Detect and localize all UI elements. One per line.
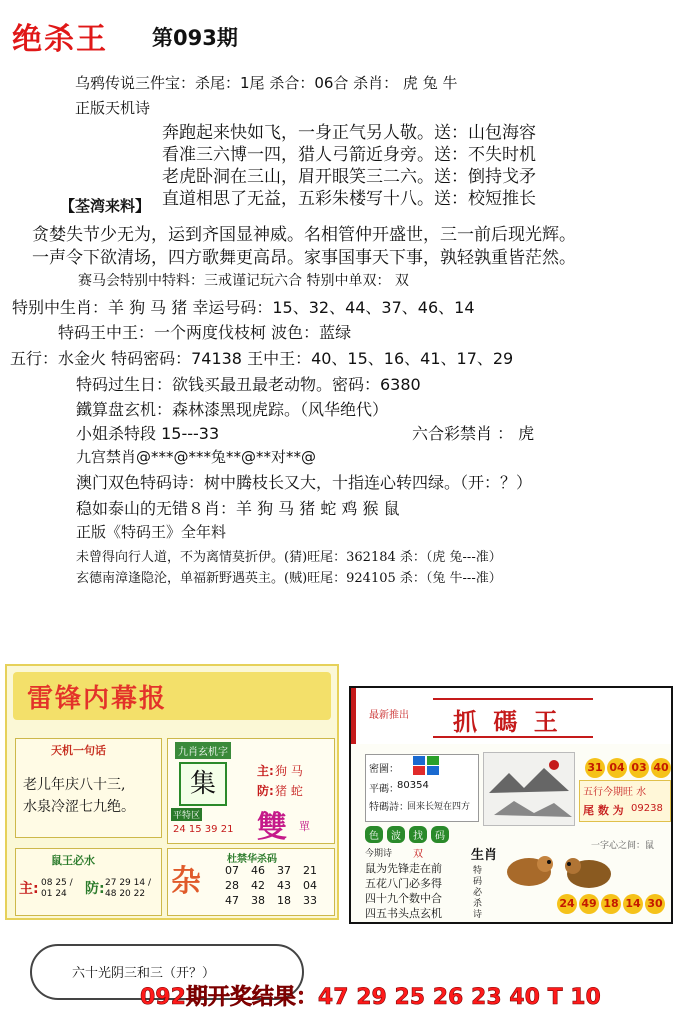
weishu-number: 09238 [631, 803, 663, 814]
quanwan-line-1: 贪婪失节少无为，运到齐国显神威。名相管仲开盛世，三一前后现光辉。 [32, 225, 576, 245]
fang-value: 猪 蛇 [275, 784, 303, 798]
fang-label: 防: [257, 784, 274, 798]
grid-number: 04 [303, 879, 317, 892]
grid-number: 07 [225, 864, 239, 877]
grid-number: 38 [251, 894, 265, 907]
tema-label: 特碼詩： [369, 802, 409, 813]
number-ball: 04 [607, 758, 627, 778]
tianji-line-2: 水泉冷涩七九绝。 [23, 799, 135, 815]
landscape-painting [483, 752, 575, 826]
grid-number: 18 [277, 894, 291, 907]
line-wuya: 乌鸦传说三件宝：杀尾：1尾 杀合：06合 杀肖： 虎 兔 牛 [75, 74, 458, 92]
quanwan-heading: 【荃湾来料】 [60, 197, 151, 215]
jiuxiao-title: 九肖玄机字 [175, 742, 231, 759]
quannian-line: 正版《特码王》全年料 [76, 523, 227, 541]
jiuxiao-char: 集 [179, 762, 227, 806]
tebie-shengxiao-line: 特别中生肖：羊 狗 马 猪 幸运号码：15、32、44、37、46、14 [12, 298, 475, 317]
zhuamawang-panel [349, 686, 673, 924]
grid-number: 47 [225, 894, 239, 907]
poem-r1: 鼠为先锋走在前 [365, 862, 442, 875]
number-ball: 30 [645, 894, 665, 914]
shejiao-title: 杜禁华杀码 [227, 854, 277, 865]
weishu-label: 尾 数 为 [583, 804, 624, 817]
wuxing-line: 五行：水金火 特码密码：74138 王中王：40、15、16、41、17、29 [10, 349, 514, 368]
jiugong-line: 九宫禁肖@***@***兔**@**对**@ [76, 448, 317, 466]
draw-result: 092期开奖结果：47 29 25 26 23 40 T 10 [140, 985, 601, 1010]
page-title: 绝杀王 [12, 22, 108, 57]
quanwan-line-2: 一声令下欲清场，四方歌舞更高昂。家事国事天下事，孰轻孰重皆茫然。 [32, 248, 576, 268]
hua-char: 杂 [171, 864, 201, 899]
bottom-fang-label: 防: [85, 881, 105, 897]
aomen-line: 澳门双色特码诗：树中腾枝长又大，十指连心转四绿。（开：？） [76, 473, 533, 492]
poem-line-4: 直道相思了无益，五彩朱楼写十八。送：校短推长 [162, 189, 536, 209]
mima-label: 密圖： [369, 764, 399, 775]
zhu-value: 狗 马 [275, 764, 303, 778]
tiesuan-line: 鐵算盘玄机：森林漆黑现虎踪。（风华绝代） [76, 400, 389, 419]
bottom-fang-numbers: 27 29 14 / 48 20 22 [105, 878, 151, 899]
code-number: 80354 [397, 780, 429, 791]
guoshengri-line: 特码过生日：欲钱买最丑最老动物。密码：6380 [76, 375, 421, 394]
issue-number: 第093期 [152, 26, 238, 50]
number-ball: 03 [629, 758, 649, 778]
line-tianjishi-heading: 正版天机诗 [75, 99, 151, 117]
tianji-line-1: 老儿年庆八十三, [23, 777, 126, 793]
wuxing-line: 五行今期旺 水 [583, 787, 647, 798]
grid-number: 46 [251, 864, 265, 877]
pingma-label: 平碼： [369, 784, 399, 795]
rat-illustration-icon-2 [559, 848, 619, 892]
shuang-char: 雙 [257, 810, 287, 845]
number-ball: 49 [579, 894, 599, 914]
grid-number: 37 [277, 864, 291, 877]
tag: 色 [365, 826, 383, 843]
number-ball: 31 [585, 758, 605, 778]
poem-r2: 五花八门必多得 [365, 877, 442, 890]
poem-line-3: 老虎卧洞在三山，眉开眼笑三二六。送：倒持戈矛 [162, 167, 536, 187]
side-label-b: 特码必杀诗 [473, 866, 483, 920]
tag: 找 [409, 826, 427, 843]
wencuo-line: 稳如泰山的无错８肖：羊 狗 马 猪 蛇 鸡 猴 鼠 [76, 499, 400, 518]
poem-line-1: 奔跑起来快如飞，一身正气另人敬。送：山包海容 [162, 123, 536, 143]
bottom-zhu-label: 主: [19, 881, 39, 897]
guaipai-line: 一字心之间：鼠 [591, 841, 655, 851]
grid-number: 28 [225, 879, 239, 892]
mima-line-1: 未曾得向行人道，不为离情莫折伊。(猜)旺尾：362184 杀：（虎 兔---准） [76, 550, 502, 565]
wangzhong-line: 特码王中王：一个两度伐枝柯 波色：蓝绿 [58, 323, 352, 342]
grid-number: 43 [277, 879, 291, 892]
tianji-box-title: 天机一句话 [51, 744, 106, 757]
mima-line-2: 玄德南漳逢隐沦，单福新野遇英主。(贼)旺尾：924105 杀：（兔 牛---准） [76, 571, 502, 586]
mima-logo-icon [413, 754, 439, 776]
number-ball: 24 [557, 894, 577, 914]
header-red-bar-left [351, 688, 356, 744]
number-ball: 18 [601, 894, 621, 914]
tag: 波 [387, 826, 405, 843]
shejiao-grid [225, 864, 329, 907]
leifeng-panel [5, 664, 339, 920]
rat-illustration-icon [499, 846, 559, 890]
xiaojie-line: 小姐杀特段 15---33 [76, 424, 220, 443]
top-small-label: 最新推出 [369, 710, 409, 721]
grid-number: 42 [251, 879, 265, 892]
grid-number: 33 [303, 894, 317, 907]
grid-number: 21 [303, 864, 317, 877]
poem-r4: 四五书头点玄机 [365, 907, 442, 920]
poem-r3: 四十九个数中合 [365, 892, 442, 905]
dan-char: 單 [299, 820, 310, 833]
zhuamawang-title: 抓 碼 王 [453, 707, 562, 736]
zhu-label: 主: [257, 764, 274, 778]
saima-line: 赛马会特别中特料：三戒谨记玩六合 特别中单双： 双 [78, 273, 409, 289]
tag: 码 [431, 826, 449, 843]
side-label-a: 生肖 [471, 848, 498, 863]
jinqi-label: 今期诗 [365, 849, 393, 859]
liuhe-jinxiao-line: 六合彩禁肖 ： 虎 [412, 424, 535, 443]
pingte-numbers: 24 15 39 21 [173, 824, 234, 835]
tema-text: 回来长短在四方 [407, 802, 471, 812]
number-ball: 14 [623, 894, 643, 914]
leifeng-title: 雷锋内幕报 [27, 684, 168, 714]
number-ball: 40 [651, 758, 671, 778]
cloud-text: 六十光阴三和三（开？） [72, 966, 216, 981]
color-tags [365, 826, 449, 843]
jinqi-value: 双 [413, 849, 423, 860]
shuwang-title: 鼠王必水 [51, 854, 95, 867]
poem-line-2: 看准三六博一四，猎人弓箭近身旁。送：不失时机 [162, 145, 536, 165]
pingte-label: 平特区 [171, 808, 202, 821]
bottom-zhu-numbers: 08 25 / 01 24 [41, 878, 73, 899]
